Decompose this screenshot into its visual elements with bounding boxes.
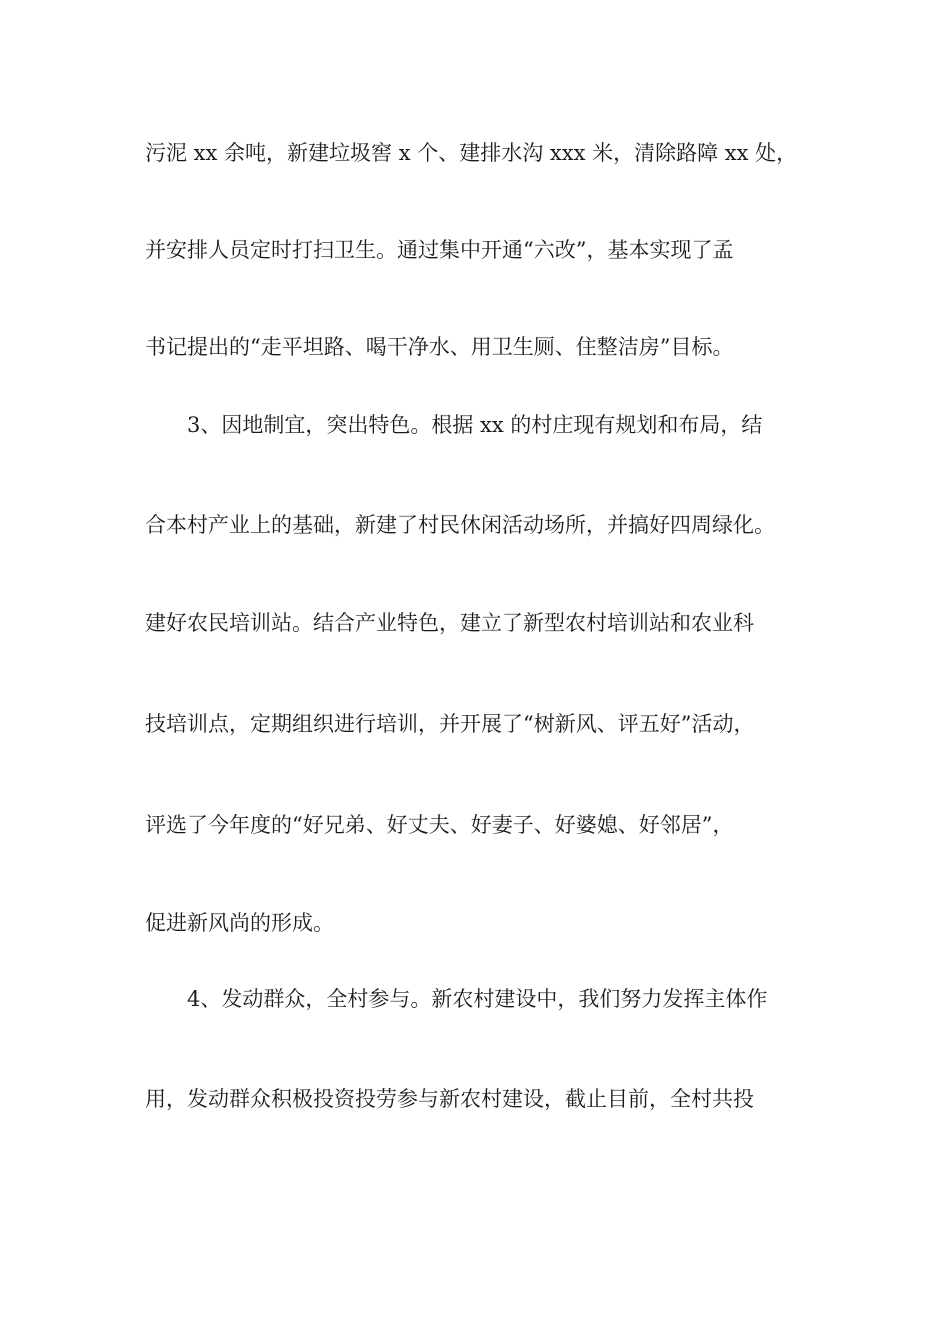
text-line: 技培训点，定期组织进行培训，并开展了“树新风、评五好”活动，: [145, 712, 755, 736]
text-line: 评选了今年度的“好兄弟、好丈夫、好妻子、好婆媳、好邻居”，: [145, 813, 734, 837]
text-line: 合本村产业上的基础，新建了村民休闲活动场所，并搞好四周绿化。: [145, 513, 775, 537]
text-line: 书记提出的“走平坦路、喝干净水、用卫生厕、住整洁房”目标。: [145, 335, 734, 359]
text-line: 建好农民培训站。结合产业特色，建立了新型农村培训站和农业科: [145, 611, 754, 635]
paragraph-start-line: 3、因地制宜，突出特色。根据 xx 的村庄现有规划和布局，结: [187, 413, 763, 437]
text-line: 污泥 xx 余吨，新建垃圾窖 x 个、建排水沟 xxx 米，清除路障 xx 处，: [145, 141, 798, 165]
text-line: 促进新风尚的形成。: [145, 911, 334, 935]
text-line: 并安排人员定时打扫卫生。通过集中开通“六改”，基本实现了孟: [145, 238, 734, 262]
paragraph-start-line: 4、发动群众，全村参与。新农村建设中，我们努力发挥主体作: [187, 987, 768, 1011]
text-line: 用，发动群众积极投资投劳参与新农村建设，截止目前，全村共投: [145, 1087, 754, 1111]
